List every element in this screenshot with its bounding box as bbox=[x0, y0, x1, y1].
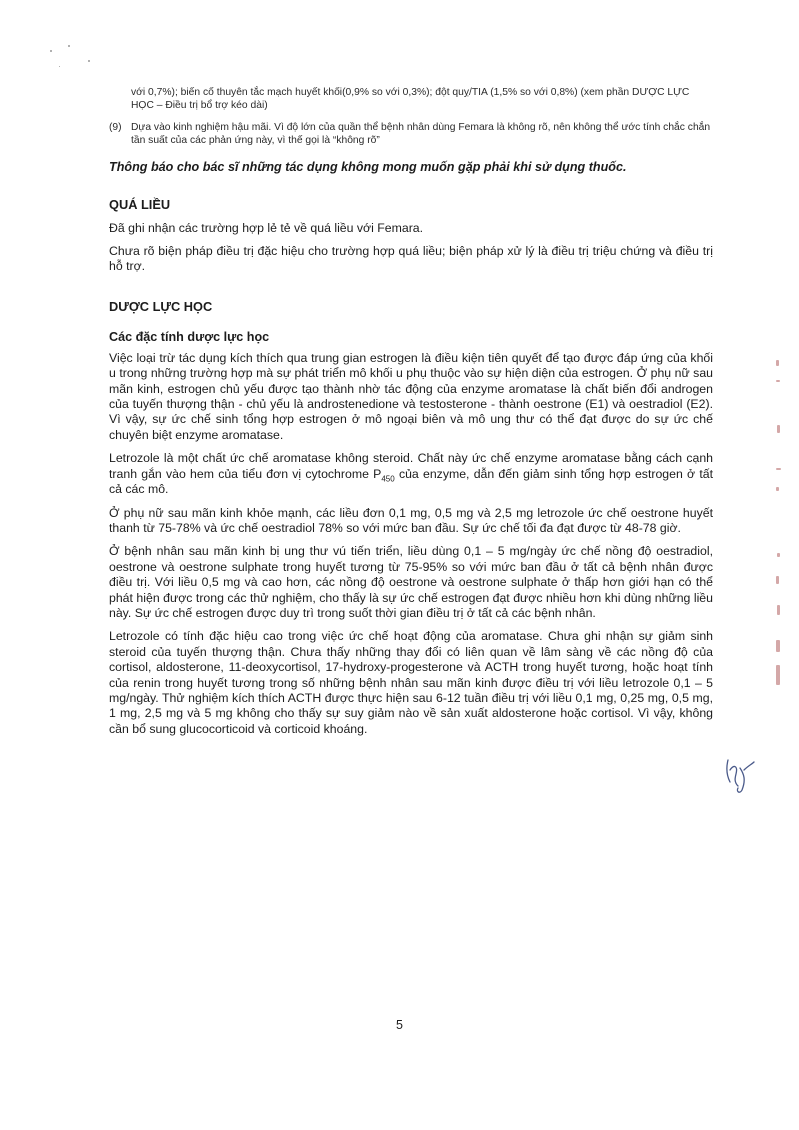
scan-speck bbox=[68, 45, 70, 47]
page-number: 5 bbox=[396, 1018, 403, 1032]
scan-speck bbox=[88, 60, 90, 62]
paragraph-text: của enzyme, dẫn đến giảm sinh tổng hợp estrogen ở tất cả các mô. bbox=[109, 466, 713, 497]
subscript: 450 bbox=[381, 474, 395, 484]
scan-edge-mark bbox=[776, 468, 781, 470]
footnote-9 bbox=[109, 121, 713, 148]
pharmacodynamics-paragraph-4: Ở bệnh nhân sau mãn kinh bị ung thư vú tiến triển, liều dùng 0,1 – 5 mg/ngày ức chế nồng độ oestradiol, oestrone và oestrone sulphate trong huyết tương từ 75-95% so với mức ban đầu ở tất cả bệnh nhân được điều trị. Với liều 0,5 mg và cao hơn, các nồng độ oestrone và oestrone sulphate ở thấp hơn giới hạn có thể phát hiện được trong các thử nghiệm, cho thấy là sự ức chế estrogen đạt được nhiều hơn khi dùng những liều này. Sự ức chế estrogen được duy trì trong suốt thời gian điều trị ở tất cả các bệnh nhân. bbox=[109, 544, 713, 620]
pharmacodynamics-paragraph-5: Letrozole có tính đặc hiệu cao trong việc ức chế hoạt động của aromatase. Chưa ghi nhận sự giảm sinh steroid của tuyến thượng thận. Chưa thấy những thay đổi có liên quan về lâm sàng về các nồng độ của cortisol, aldosterone, 11-deoxycortisol, 17-hydroxy-progesterone và ACTH trong huyết tương, hoặc hoạt tính của renin trong huyết tương trong số những bệnh nhân sau mãn kinh được điều trị với liều letrozole 0,1 – 5 mg/ngày. Thử nghiệm kích thích ACTH được thực hiện sau 6-12 tuần điều trị với liều 0,1 mg, 0,25 mg, 0,5 mg, 1 mg, 2,5 mg và 5 mg không cho thấy sự suy giảm nào về sản xuất aldosterone hoặc cortisol. Vì vậy, không cần bổ sung glucocorticoid và corticoid khoáng. bbox=[109, 629, 713, 736]
subsection-heading: Các đặc tính dược lực học bbox=[109, 329, 270, 344]
handwritten-initials bbox=[722, 756, 758, 796]
continued-footnote: với 0,7%); biến cố thuyên tắc mạch huyết khối(0,9% so với 0,3%); đột quỵ/TIA (1,5% so với 0,8%) (xem phần DƯỢC LỰC HỌC – Điều trị bổ trợ kéo dài) bbox=[131, 87, 690, 112]
footnote-number: (9) bbox=[109, 121, 122, 133]
section-heading-overdose: QUÁ LIỀU bbox=[109, 196, 171, 212]
scan-edge-mark bbox=[776, 665, 780, 685]
document-body bbox=[109, 86, 713, 745]
overdose-paragraph-2: Chưa rõ biện pháp điều trị đặc hiệu cho trường hợp quá liều; biện pháp xử lý là điều trị triệu chứng và điều trị hỗ trợ. bbox=[109, 244, 713, 274]
scan-speck bbox=[50, 50, 52, 52]
scan-edge-mark bbox=[777, 553, 780, 557]
paragraph-text: Letrozole là một chất ức chế aromatase không steroid. Chất này ức chế enzyme aromatase bằng cách cạnh tranh gắn vào hem của tiểu đơn vị cytochrome P bbox=[109, 451, 713, 481]
pharmacodynamics-paragraph-1: Việc loại trừ tác dụng kích thích qua trung gian estrogen là điều kiện tiên quyết để tạo được đáp ứng của khối u trong những trường hợp mà sự phát triển mô khối u phụ thuộc vào sự hiện diện của estrogen. Ở phụ nữ sau mãn kinh, estrogen chủ yếu được tạo thành nhờ tác động của enzyme aromatase là chất biến đổi androgen của tuyến thượng thận - chủ yếu là androstenedione và testosterone - thành oestrone (E1) và oestradiol (E2). Vì vậy, sự ức chế sinh tổng hợp estrogen ở mô ngoại biên và mô ung thư có thể đạt được do sự ức chế chuyên biệt enzyme aromatase. bbox=[109, 350, 713, 442]
scan-edge-mark bbox=[776, 640, 780, 652]
scan-edge-mark bbox=[776, 576, 779, 584]
section-heading-pharmacodynamics: DƯỢC LỰC HỌC bbox=[109, 298, 213, 314]
scan-speck bbox=[59, 66, 60, 67]
scan-edge-mark bbox=[776, 360, 779, 366]
scan-edge-mark bbox=[777, 425, 780, 433]
scan-edge-mark bbox=[777, 605, 780, 615]
overdose-paragraph-1: Đã ghi nhận các trường hợp lẻ tẻ về quá liều với Femara. bbox=[109, 220, 424, 235]
warning-notice: Thông báo cho bác sĩ những tác dụng không mong muốn gặp phải khi sử dụng thuốc. bbox=[109, 159, 627, 174]
scan-edge-mark bbox=[776, 487, 779, 491]
footnote-text: Dựa vào kinh nghiệm hậu mãi. Vì độ lớn của quần thể bệnh nhân dùng Femara là không rõ, nên không thể ước tính chắc chắn tần suất của các phản ứng này, vì thế gọi là “không rõ” bbox=[131, 121, 711, 147]
scan-edge-mark bbox=[776, 380, 780, 382]
pharmacodynamics-paragraph-3: Ở phụ nữ sau mãn kinh khỏe mạnh, các liều đơn 0,1 mg, 0,5 mg và 2,5 mg letrozole ức chế oestrone huyết thanh từ 75-78% và ức chế oestradiol 78% so với mức ban đầu. Sự ức chế tối đa đạt được từ 48-78 giờ. bbox=[109, 505, 713, 535]
pharmacodynamics-paragraph-2 bbox=[109, 451, 713, 497]
